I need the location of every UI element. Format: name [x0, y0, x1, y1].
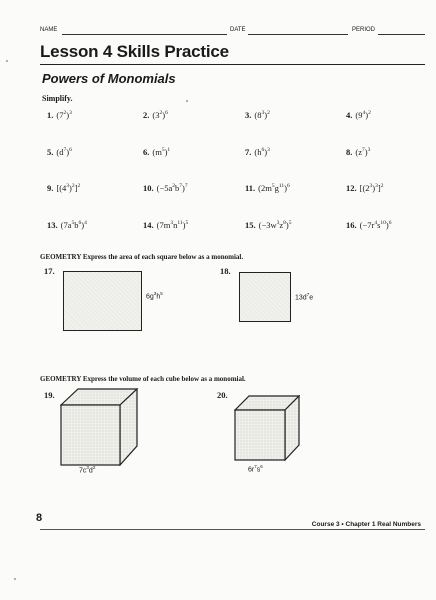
- period-label: PERIOD: [352, 27, 376, 33]
- cube-20-edge-label: $6r^7s^6$: [248, 464, 263, 474]
- course-chapter-label: Course 3 • Chapter 1 Real Numbers: [311, 521, 421, 528]
- problem-number: 11.: [245, 183, 256, 193]
- problem-number: 13.: [47, 220, 58, 230]
- cube-19-edge-label: $7c^3d^2$: [79, 465, 96, 475]
- name-blank[interactable]: [62, 34, 227, 35]
- problem-14: [143, 220, 188, 230]
- problem-number: 8.: [346, 147, 353, 157]
- problem-number: 9.: [47, 183, 54, 193]
- period-blank[interactable]: [378, 34, 425, 35]
- cube-20: [234, 395, 300, 461]
- problem-5: [47, 147, 72, 157]
- problem-expression: $(h^6)^3$: [254, 147, 270, 157]
- square-18: [239, 272, 291, 322]
- scan-speck: [6, 60, 8, 62]
- geometry-area-heading: GEOMETRY Express the area of each square below as a monomial.: [40, 253, 244, 261]
- instruction: Simplify.: [42, 94, 73, 103]
- problem-expression: $[(4^3)^2]^2$: [56, 183, 81, 193]
- problem-number: 14.: [143, 220, 154, 230]
- problem-15: [245, 220, 292, 230]
- problem-number: 15.: [245, 220, 256, 230]
- problem-2: [143, 110, 168, 120]
- problem-number: 3.: [245, 110, 252, 120]
- page-title: Lesson 4 Skills Practice: [40, 42, 229, 61]
- name-label: NAME: [40, 27, 58, 33]
- problem-expression: $(7m^3n^{11})^5$: [156, 220, 189, 230]
- problem-number: 6.: [143, 147, 150, 157]
- problem-expression: $(d^7)^6$: [56, 147, 72, 157]
- geometry-volume-heading: GEOMETRY Express the volume of each cube below as a monomial.: [40, 375, 246, 383]
- scan-speck: [14, 578, 16, 580]
- cube-19: [60, 388, 138, 466]
- square-18-side-label: $13d^7e$: [295, 292, 314, 302]
- problem-9: [47, 183, 80, 193]
- problem-7: [245, 147, 270, 157]
- problem-number: 2.: [143, 110, 150, 120]
- problem-number: 5.: [47, 147, 54, 157]
- problem-expression: $(9^4)^2$: [355, 110, 371, 120]
- problem-number: 4.: [346, 110, 353, 120]
- problem-expression: $(-7r^4s^{10})^6$: [359, 220, 392, 230]
- problem-expression: $(7^2)^3$: [56, 110, 72, 120]
- problem-11: [245, 183, 290, 193]
- problem-17-number: 17.: [44, 266, 55, 276]
- problem-expression: $(2m^5g^{11})^6$: [258, 183, 290, 193]
- page-number: 8: [36, 512, 43, 524]
- problem-4: [346, 110, 371, 120]
- problem-number: 7.: [245, 147, 252, 157]
- problem-3: [245, 110, 270, 120]
- date-blank[interactable]: [248, 34, 348, 35]
- problem-expression: $(z^7)^3$: [355, 147, 371, 157]
- scan-speck: [186, 100, 188, 102]
- problem-19-number: 19.: [44, 390, 55, 400]
- problem-12: [346, 183, 383, 193]
- problem-number: 16.: [346, 220, 357, 230]
- problem-8: [346, 147, 370, 157]
- problem-number: 1.: [47, 110, 54, 120]
- problem-number: 12.: [346, 183, 357, 193]
- problem-13: [47, 220, 87, 230]
- problem-16: [346, 220, 392, 230]
- problem-expression: $(-5a^2b^7)^7$: [156, 183, 188, 193]
- problem-20-number: 20.: [217, 390, 228, 400]
- problem-expression: $(7a^5b^6)^4$: [60, 220, 87, 230]
- page-subtitle: Powers of Monomials: [42, 71, 176, 86]
- square-17: [63, 271, 142, 331]
- problem-10: [143, 183, 188, 193]
- problem-6: [143, 147, 170, 157]
- title-divider: [40, 64, 425, 65]
- problem-expression: $(3^2)^6$: [152, 110, 168, 120]
- date-label: DATE: [230, 27, 246, 33]
- problem-expression: $[(2^3)^3]^2$: [359, 183, 384, 193]
- problem-expression: $(m^5)^1$: [152, 147, 171, 157]
- square-17-side-label: $6g^3h^5$: [146, 291, 163, 301]
- problem-1: [47, 110, 72, 120]
- problem-expression: $(8^3)^2$: [254, 110, 270, 120]
- problem-expression: $(-3w^3z^8)^5$: [258, 220, 292, 230]
- problem-18-number: 18.: [220, 266, 231, 276]
- problem-number: 10.: [143, 183, 154, 193]
- footer-divider: [40, 529, 425, 530]
